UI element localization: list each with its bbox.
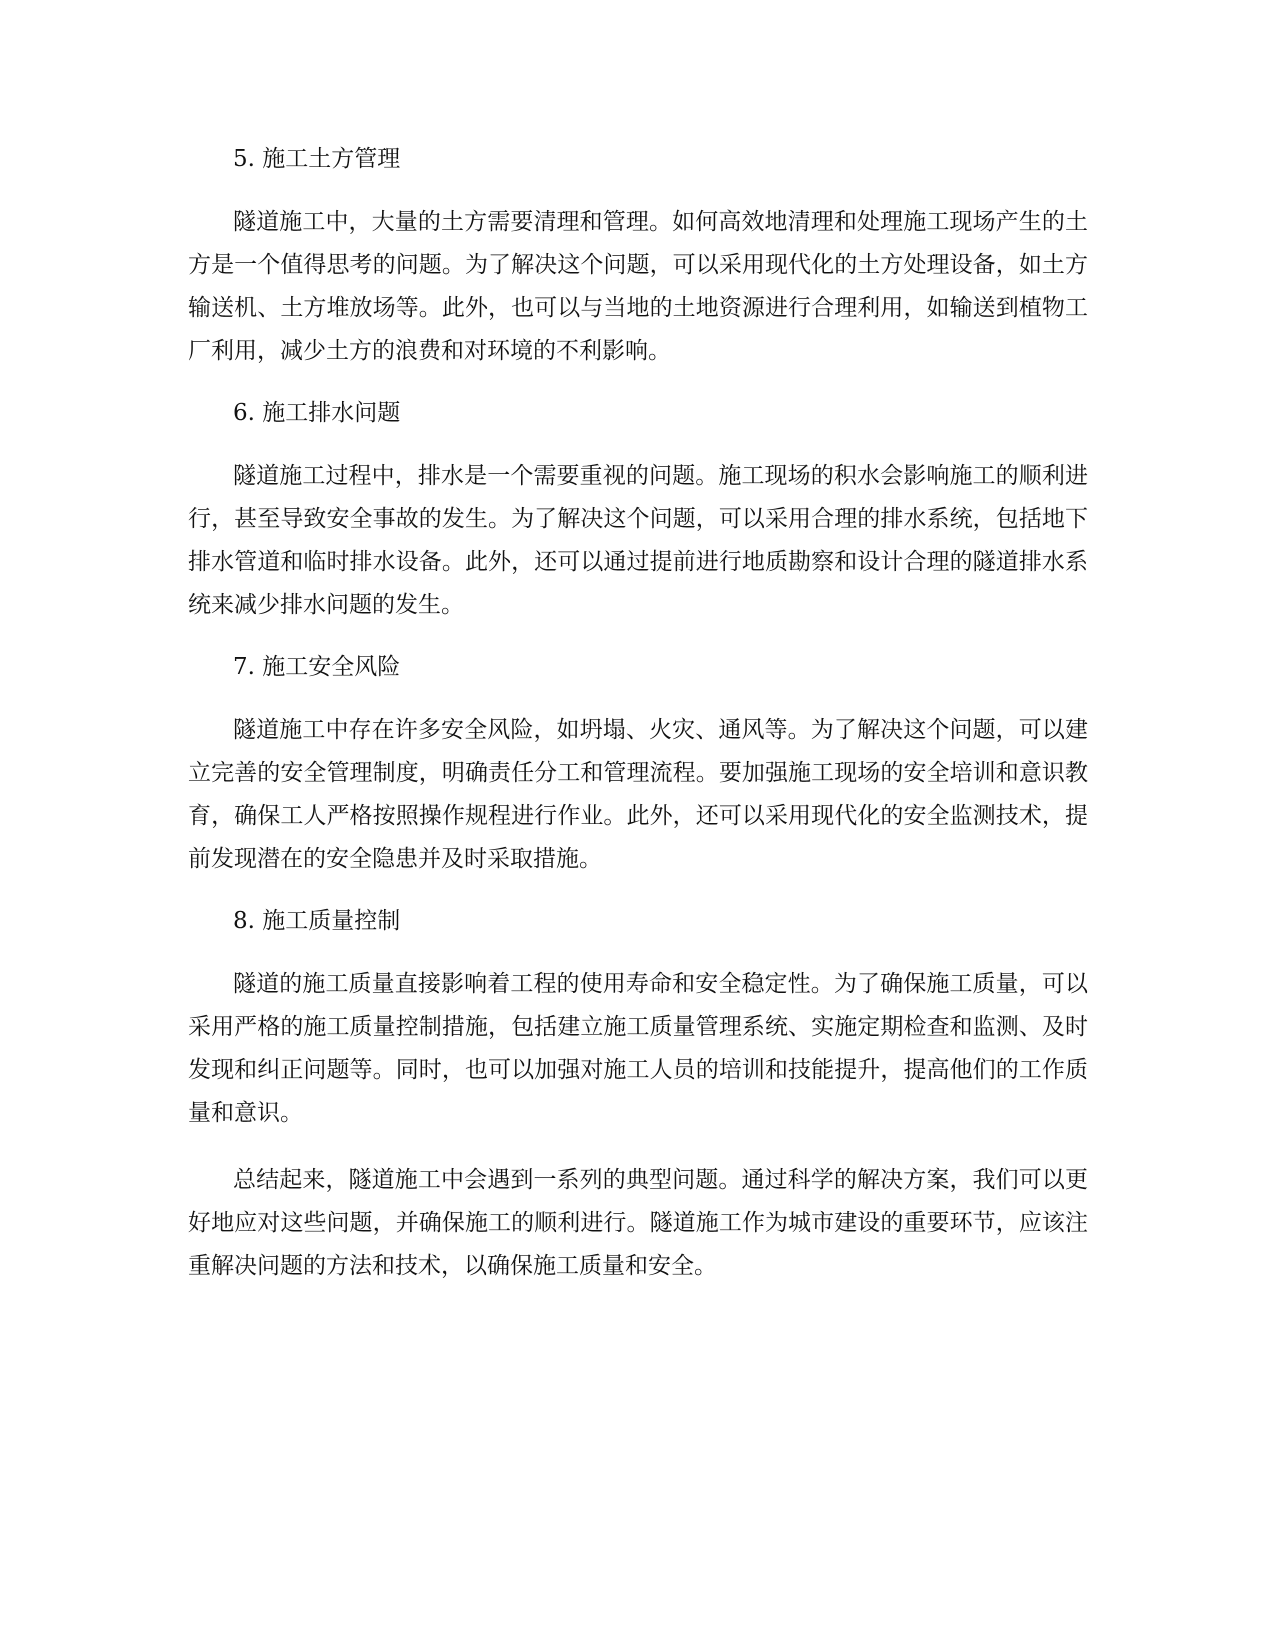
document-body bbox=[188, 143, 1088, 1312]
section-heading-5: 5. 施工土方管理 bbox=[233, 146, 401, 172]
section-paragraph-5: 隧道施工中，大量的土方需要清理和管理。如何高效地清理和处理施工现场产生的土方是一个值得思考的问题。为了解决这个问题，可以采用现代化的土方处理设备，如土方输送机、土方堆放场等。此外，也可以与当地的土地资源进行合理利用，如输送到植物工厂利用，减少土方的浪费和对环境的不利影响。 bbox=[188, 209, 1088, 364]
section-paragraph-7: 隧道施工中存在许多安全风险，如坍塌、火灾、通风等。为了解决这个问题，可以建立完善的安全管理制度，明确责任分工和管理流程。要加强施工现场的安全培训和意识教育，确保工人严格按照操作规程进行作业。此外，还可以采用现代化的安全监测技术，提前发现潜在的安全隐患并及时采取措施。 bbox=[188, 717, 1088, 872]
section-heading-7: 7. 施工安全风险 bbox=[233, 654, 401, 680]
section-paragraph-6: 隧道施工过程中，排水是一个需要重视的问题。施工现场的积水会影响施工的顺利进行，甚至导致安全事故的发生。为了解决这个问题，可以采用合理的排水系统，包括地下排水管道和临时排水设备。此外，还可以通过提前进行地质勘察和设计合理的隧道排水系统来减少排水问题的发生。 bbox=[188, 463, 1088, 618]
section-paragraph-8: 隧道的施工质量直接影响着工程的使用寿命和安全稳定性。为了确保施工质量，可以采用严格的施工质量控制措施，包括建立施工质量管理系统、实施定期检查和监测、及时发现和纠正问题等。同时，也可以加强对施工人员的培训和技能提升，提高他们的工作质量和意识。 bbox=[188, 971, 1088, 1126]
section-heading-8: 8. 施工质量控制 bbox=[233, 908, 401, 934]
conclusion-paragraph: 总结起来，隧道施工中会遇到一系列的典型问题。通过科学的解决方案，我们可以更好地应对这些问题，并确保施工的顺利进行。隧道施工作为城市建设的重要环节，应该注重解决问题的方法和技术，以确保施工质量和安全。 bbox=[188, 1167, 1088, 1279]
section-heading-6: 6. 施工排水问题 bbox=[233, 400, 401, 426]
